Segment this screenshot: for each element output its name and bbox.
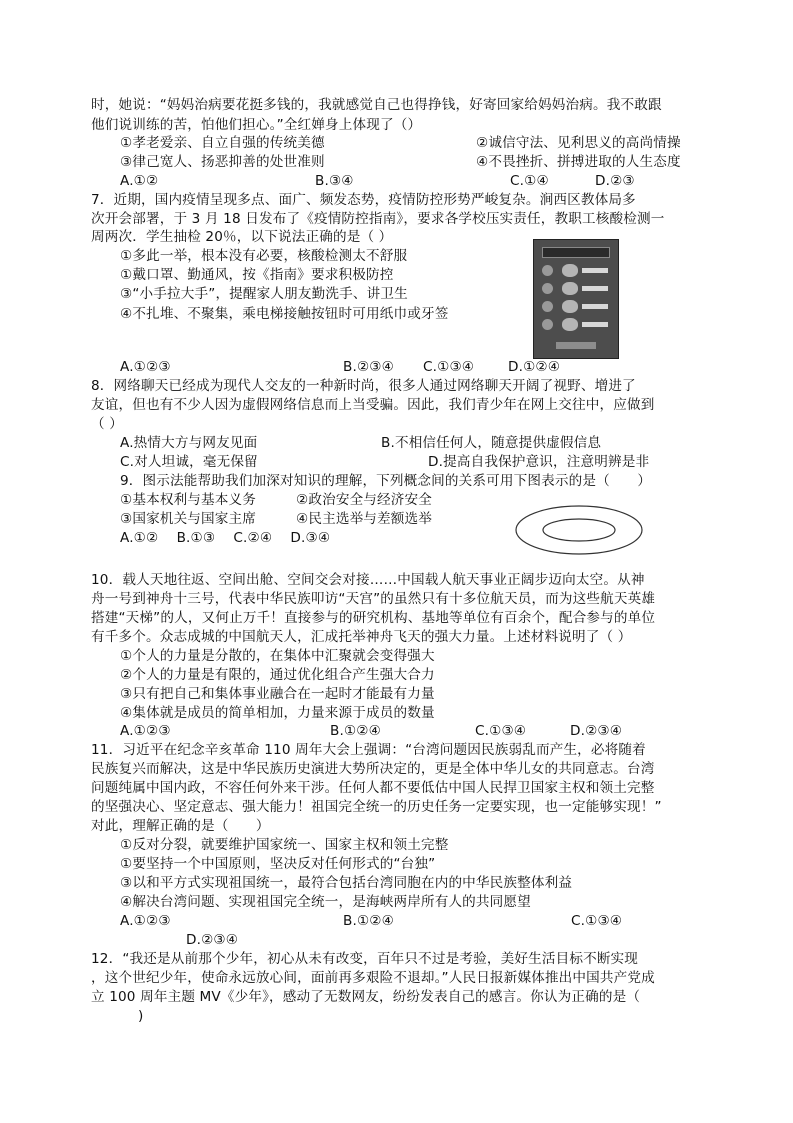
q8-answer-b: B.不相信任何人，随意提供虚假信息 bbox=[381, 435, 602, 451]
q6-answer-b: B.③④ bbox=[315, 173, 354, 189]
q7-answer-b: B.②③④ bbox=[343, 359, 394, 375]
q7-answer-a: A.①②③ bbox=[120, 359, 171, 375]
q11-stem-line-2: 民族复兴而解决，这是中华民族历史演进大势所决定的，更是全体中华儿女的共同意志。台湾 bbox=[91, 761, 655, 777]
q8-stem-line-3: （ ） bbox=[91, 416, 123, 432]
q6-option-2: ②诚信守法、见利思义的高尚情操 bbox=[476, 135, 681, 151]
q12-stem-line-3: 立 100 周年主题 MV《少年》，感动了无数网友，纷纷发表自己的感言。你认为正确的是（ bbox=[91, 989, 641, 1005]
q8-answer-c: C.对人坦诚，毫无保留 bbox=[120, 454, 258, 470]
q8-stem-line-1: 8．网络聊天已经成为现代人交友的一种新时尚，很多人通过网络聊天开阔了视野、增进了 bbox=[91, 378, 636, 394]
q6-answer-c: C.①④ bbox=[510, 173, 549, 189]
q11-item-4: ④解决台湾问题、实现祖国完全统一，是海峡两岸所有人的共同愿望 bbox=[120, 894, 531, 910]
q7-item-3: ③“小手拉大手”，提醒家人朋友勤洗手、讲卫生 bbox=[120, 286, 408, 302]
q6-stem-line-1: 时，她说：“妈妈治病要花挺多钱的，我就感觉自己也得挣钱，好寄回家给妈妈治病。我不敢跟 bbox=[91, 97, 662, 113]
q7-stem-line-2: 次开会部署，于 3 月 18 日发布了《疫情防控指南》，要求各学校压实责任，教职工核酸检测一 bbox=[91, 211, 665, 227]
q10-answer-b: B.①②④ bbox=[330, 723, 381, 739]
q9-option-3: ③国家机关与国家主席 bbox=[120, 511, 257, 527]
q12-stem-line-4: ) bbox=[138, 1008, 144, 1024]
q9-option-1: ①基本权利与基本义务 bbox=[120, 492, 257, 508]
q7-item-1: ①多此一举，根本没有必要，核酸检测太不舒服 bbox=[120, 248, 408, 264]
q6-option-4: ④不畏挫折、拼搏进取的人生态度 bbox=[476, 154, 681, 170]
q8-answer-a: A.热情大方与网友见面 bbox=[120, 435, 258, 451]
q10-stem-line-4: 有千多个。众志成城的中国航天人，汇成托举神舟飞天的强大力量。上述材料说明了（ ） bbox=[91, 629, 632, 645]
q10-item-1: ①个人的力量是分散的，在集体中汇聚就会变得强大 bbox=[120, 648, 435, 664]
q7-stem-line-1: 7．近期，国内疫情呈现多点、面广、频发态势，疫情防控形势严峻复杂。涧西区教体局多 bbox=[91, 192, 636, 208]
q10-item-2: ②个人的力量是有限的，通过优化组合产生强大合力 bbox=[120, 667, 435, 683]
q11-stem-line-3: 问题纯属中国内政，不容任何外来干涉。任何人都不要低估中国人民捍卫国家主权和领土完整 bbox=[91, 780, 655, 796]
q9-option-4: ④民主选举与差额选举 bbox=[296, 511, 433, 527]
q12-stem-line-1: 12．“我还是从前那个少年，初心从未有改变，百年只不过是考验，美好生活目标不断实现 bbox=[91, 951, 639, 967]
q10-stem-line-1: 10．载人天地往返、空间出舱、空间交会对接……中国载人航天事业正阔步迈向太空。从神 bbox=[91, 572, 645, 588]
q9-answers: A.①② B.①③ C.②④ D.③④ bbox=[120, 530, 331, 546]
outer-ellipse bbox=[516, 506, 642, 554]
q9-stem: 9．图示法能帮助我们加深对知识的理解，下列概念间的关系可用下图表示的是（ ） bbox=[120, 473, 652, 489]
q10-answer-d: D.②③④ bbox=[570, 723, 623, 739]
q9-option-2: ②政治安全与经济安全 bbox=[296, 492, 433, 508]
q8-stem-line-2: 友谊，但也有不少人因为虚假网络信息而上当受骗。因此，我们青少年在网上交往中，应做到 bbox=[91, 397, 655, 413]
q10-stem-line-3: 搭建“天梯”的人，又何止万千！直接参与的研究机构、基地等单位有百余个，配合参与的单位 bbox=[91, 610, 656, 626]
inner-ellipse bbox=[543, 519, 615, 541]
q11-stem-line-5: 对此，理解正确的是（ ） bbox=[91, 818, 270, 834]
q11-stem-line-4: 的坚强决心、坚定意志、强大能力！祖国完全统一的历史任务一定要实现，也一定能够实现！” bbox=[91, 799, 662, 815]
q6-option-1: ①孝老爱亲、自立自强的传统美德 bbox=[120, 135, 325, 151]
q10-answer-a: A.①②③ bbox=[120, 723, 171, 739]
q10-item-3: ③只有把自己和集体事业融合在一起时才能最有力量 bbox=[120, 686, 435, 702]
q11-answer-a: A.①②③ bbox=[120, 913, 171, 929]
q11-item-2: ①要坚持一个中国原则，坚决反对任何形式的“台独” bbox=[120, 856, 436, 872]
q7-answer-c: C.①③④ bbox=[423, 359, 475, 375]
q10-item-4: ④集体就是成员的简单相加，力量来源于成员的数量 bbox=[120, 705, 435, 721]
q11-stem-line-1: 11．习近平在纪念辛亥革命 110 周年大会上强调：“台湾问题因民族弱乱而产生，必将随着 bbox=[91, 742, 646, 758]
q10-stem-line-2: 舟一号到神舟十三号，代表中华民族叩访“天宫”的虽然只有十多位航天员，而为这些航天英雄 bbox=[91, 591, 656, 607]
epidemic-poster-photo bbox=[533, 239, 619, 359]
q11-answer-d: D.②③④ bbox=[186, 932, 239, 948]
q11-answer-c: C.①③④ bbox=[571, 913, 623, 929]
nested-ellipse-diagram bbox=[513, 503, 645, 557]
q7-answer-d: D.①②④ bbox=[508, 359, 561, 375]
q11-answer-b: B.①②④ bbox=[343, 913, 394, 929]
q6-option-3: ③律己宽人、扬恶抑善的处世准则 bbox=[120, 154, 325, 170]
q6-stem-line-2: 他们说训练的苦，怕他们担心。”全红婵身上体现了（） bbox=[91, 117, 422, 133]
q7-stem-line-3: 周两次．学生抽检 20％，以下说法正确的是（ ） bbox=[91, 229, 393, 245]
q7-item-2: ①戴口罩、勤通风，按《指南》要求积极防控 bbox=[120, 267, 394, 283]
q6-answer-d: D.②③ bbox=[595, 173, 635, 189]
q12-stem-line-2: ，这个世纪少年，使命永远放心间，面前再多艰险不退却。”人民日报新媒体推出中国共产党成 bbox=[91, 970, 655, 986]
q11-item-1: ①反对分裂，就要维护国家统一、国家主权和领土完整 bbox=[120, 837, 449, 853]
q6-answer-a: A.①② bbox=[120, 173, 159, 189]
q11-item-3: ③以和平方式实现祖国统一，最符合包括台湾同胞在内的中华民族整体利益 bbox=[120, 875, 573, 891]
q8-answer-d: D.提高自我保护意识，注意明辨是非 bbox=[428, 454, 650, 470]
q10-answer-c: C.①③④ bbox=[475, 723, 527, 739]
q7-item-4: ④不扎堆、不聚集，乘电梯接触按钮时可用纸巾或牙签 bbox=[120, 306, 449, 322]
